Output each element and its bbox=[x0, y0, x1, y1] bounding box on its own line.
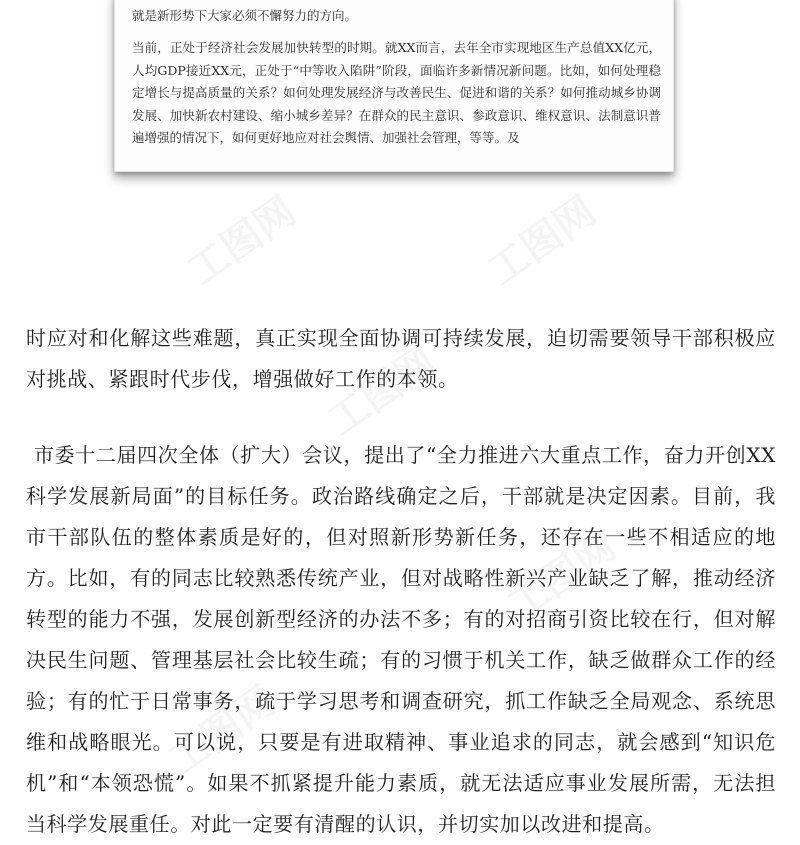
card-paragraph-main: 当前，正处于经济社会发展加快转型的时期。就XX而言，去年全市实现地区生产总值XX亿元，人均GDP接近XX元，正处于“中等收入陷阱”阶段，面临许多新情况新问题。比如，如何处理稳定增长与提高质量的关系？如何处理发展经济与改善民生、促进和谐的关系？如何推动城乡协调发展、加快新农村建设、缩小城乡差异？在群众的民主意识、参政意识、维权意识、法制意识普遍增强的情况下，如何更好地应对社会舆情、加强社会管理，等等。及 bbox=[132, 40, 661, 145]
document-preview-card bbox=[114, 0, 674, 172]
body-paragraph-2: 市委十二届四次全体（扩大）会议，提出了“全力推进六大重点工作，奋力开创XX科学发展新局面”的目标任务。政治路线确定之后，干部就是决定因素。目前，我市干部队伍的整体素质是好的，但对照新形势新任务，还存在一些不相适应的地方。比如，有的同志比较熟悉传统产业，但对战略性新兴产业缺乏了解，推动经济转型的能力不强，发展创新型经济的办法不多；有的对招商引资比较在行，但对解决民生问题、管理基层社会比较生疏；有的习惯于机关工作，缺乏做群众工作的经验；有的忙于日常事务，疏于学习思考和调查研究，抓工作缺乏全局观念、系统思维和战略眼光。可以说，只要是有进取精神、事业追求的同志，就会感到“知识危机”和“本领恐慌”。如果不抓紧提升能力素质，就无法适应事业发展所需，无法担当科学发展重任。对此一定要有清醒的认识，并切实加以改进和提高。 bbox=[26, 443, 776, 836]
watermark bbox=[475, 181, 606, 297]
watermark bbox=[175, 181, 306, 297]
body-paragraph-1: 时应对和化解这些难题，真正实现全面协调可持续发展，迫切需要领导干部积极应对挑战、紧跟时代步伐，增强做好工作的本领。 bbox=[26, 326, 776, 391]
card-paragraph-tail: 就是新形势下大家必须不懈努力的方向。 bbox=[132, 8, 358, 23]
